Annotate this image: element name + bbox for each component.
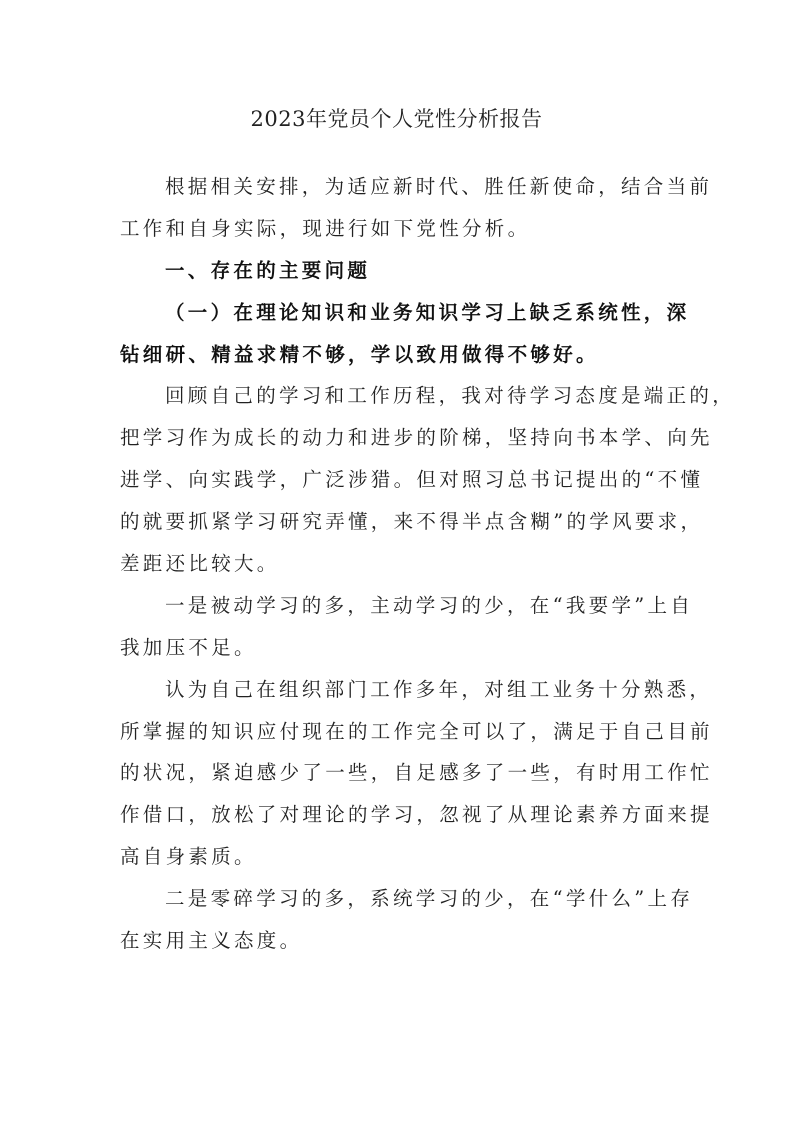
text-line: 回顾自己的学习和工作历程，我对待学习态度是端正的， <box>165 384 736 408</box>
text-line: 所掌握的知识应付现在的工作完全可以了，满足于自己目前 <box>120 719 713 743</box>
body-paragraph <box>120 375 736 584</box>
heading-paragraph <box>120 250 673 292</box>
text-line: （一）在理论知识和业务知识学习上缺乏系统性，深 <box>165 300 690 324</box>
text-line: 一是被动学习的多，主动学习的少，在“我要学”上自 <box>165 593 694 617</box>
document-body <box>120 166 736 962</box>
body-paragraph <box>120 585 694 669</box>
heading-paragraph <box>120 292 690 376</box>
text-line: 高自身素质。 <box>120 845 257 869</box>
text-line: 进学、向实践学，广泛涉猎。但对照习总书记提出的“不懂 <box>120 468 704 492</box>
body-paragraph <box>120 878 694 962</box>
text-line: 根据相关安排，为适应新时代、胜任新使命，结合当前 <box>165 175 713 198</box>
text-line: 工作和自身实际，现进行如下党性分析。 <box>120 216 531 240</box>
text-line: 钻细研、精益求精不够，学以致用做得不够好。 <box>120 342 599 366</box>
document-title: 2023年党员个人党性分析报告 <box>250 107 543 131</box>
text-line: 我加压不足。 <box>120 635 257 659</box>
text-line: 把学习作为成长的动力和进步的阶梯，坚持向书本学、向先 <box>120 426 713 450</box>
text-line: 差距还比较大。 <box>120 552 280 576</box>
text-line: 二是零碎学习的多，系统学习的少，在“学什么”上存 <box>165 887 694 911</box>
text-line: 认为自己在组织部门工作多年，对组工业务十分熟悉， <box>165 677 713 701</box>
text-line: 的状况，紧迫感少了一些，自足感多了一些，有时用工作忙 <box>120 761 713 785</box>
text-line: 的就要抓紧学习研究弄懂，来不得半点含糊”的学风要求， <box>120 510 704 534</box>
text-line: 作借口，放松了对理论的学习，忽视了从理论素养方面来提 <box>120 803 713 827</box>
text-line: 在实用主义态度。 <box>120 929 303 953</box>
body-paragraph <box>120 669 713 878</box>
text-line: 一、存在的主要问题 <box>165 258 371 282</box>
body-paragraph <box>120 166 713 250</box>
